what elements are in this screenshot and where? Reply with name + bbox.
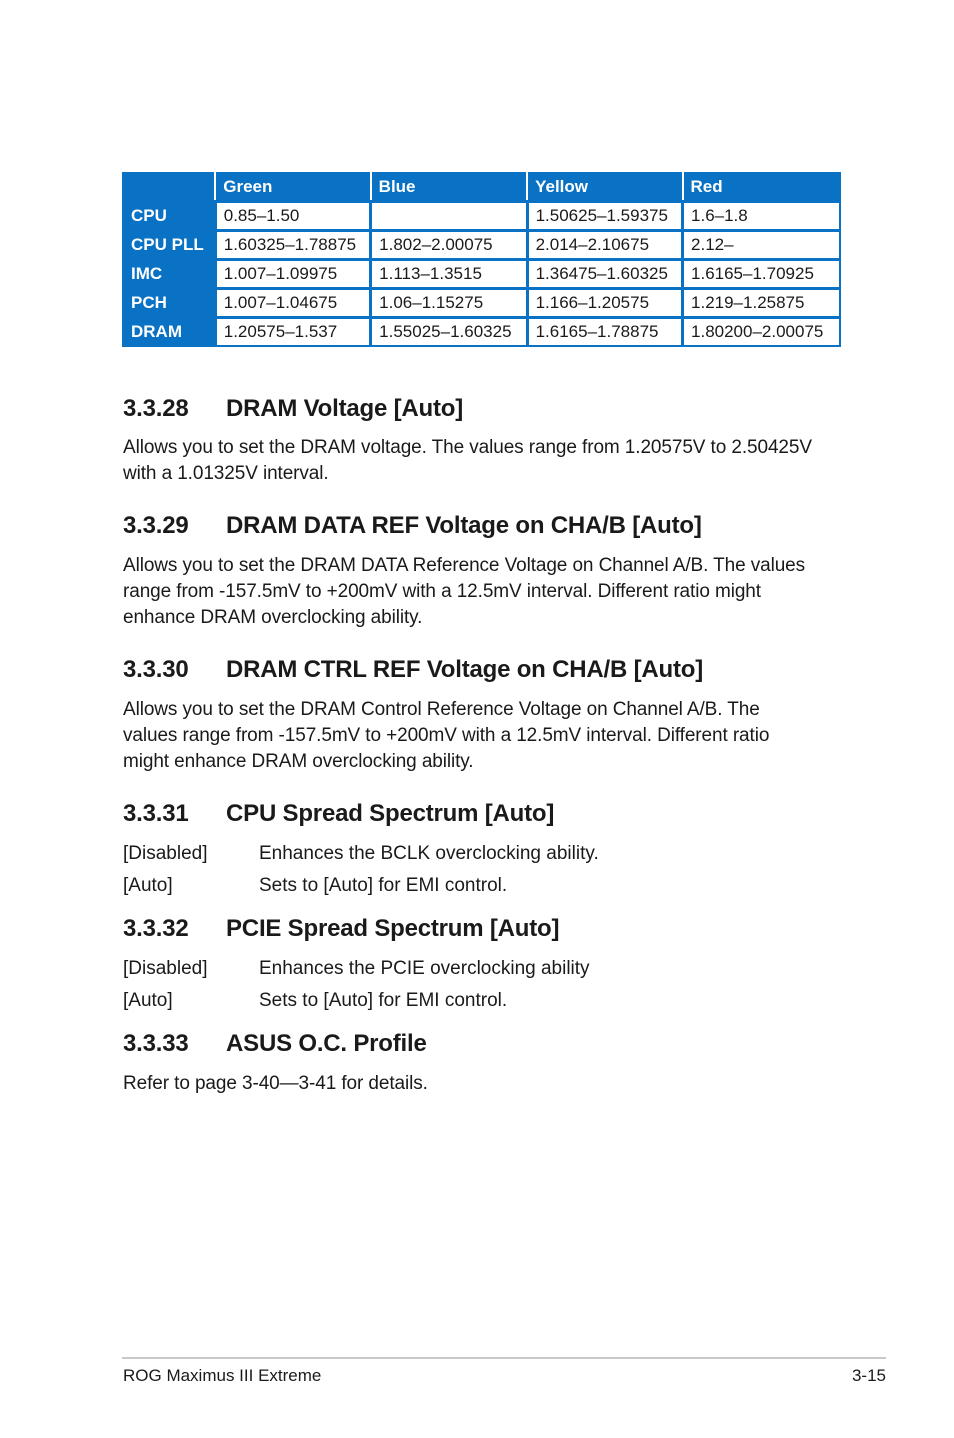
section-title — [123, 395, 843, 423]
cell-blue — [371, 202, 527, 231]
cell-blue: 1.06–1.15275 — [371, 289, 527, 318]
table-header-row — [123, 173, 840, 202]
option-desc: Enhances the PCIE overclocking ability — [259, 958, 590, 979]
option-desc: Sets to [Auto] for EMI control. — [259, 875, 508, 896]
footer-page-number: 3-15 — [851, 1366, 886, 1385]
option-row — [123, 956, 843, 988]
section-number: 3.3.32 — [123, 915, 189, 942]
section-heading: ASUS O.C. Profile — [226, 1030, 427, 1057]
body-line: Allows you to set the DRAM Control Reference Voltage on Channel A/B. The — [123, 699, 760, 720]
cell-green: 1.60325–1.78875 — [215, 231, 370, 260]
body-line: values range from -157.5mV to +200mV with a 12.5mV interval. Different ratio — [123, 725, 770, 746]
cell-red: 1.6–1.8 — [683, 202, 840, 231]
body-line: range from -157.5mV to +200mV with a 12.5mV interval. Different ratio might — [123, 581, 761, 602]
cell-yellow: 1.50625–1.59375 — [527, 202, 682, 231]
section-body — [123, 553, 843, 631]
body-line: Allows you to set the DRAM DATA Reference Voltage on Channel A/B. The values — [123, 555, 806, 576]
section-title — [123, 656, 843, 684]
section-dram-ctrl-ref — [123, 656, 843, 775]
section-body — [123, 1071, 843, 1097]
table-row — [123, 260, 840, 289]
option-row — [123, 841, 843, 873]
section-number: 3.3.28 — [123, 395, 189, 422]
cell-green: 1.20575–1.537 — [215, 318, 370, 347]
option-desc: Enhances the BCLK overclocking ability. — [259, 843, 599, 864]
cell-blue: 1.55025–1.60325 — [371, 318, 527, 347]
section-number: 3.3.31 — [123, 800, 189, 827]
section-dram-data-ref — [123, 512, 843, 631]
section-heading: DRAM CTRL REF Voltage on CHA/B [Auto] — [226, 656, 703, 683]
section-title — [123, 915, 843, 943]
section-number: 3.3.30 — [123, 656, 189, 683]
voltage-color-table — [122, 172, 841, 347]
cell-yellow: 2.014–2.10675 — [527, 231, 682, 260]
cell-blue: 1.113–1.3515 — [371, 260, 527, 289]
section-title — [123, 1030, 843, 1058]
table-row — [123, 318, 840, 347]
row-label: PCH — [123, 289, 215, 318]
table-row — [123, 289, 840, 318]
section-asus-oc-profile — [123, 1030, 843, 1097]
option-desc: Sets to [Auto] for EMI control. — [259, 990, 508, 1011]
option-list — [123, 956, 843, 1020]
row-label: CPU PLL — [123, 231, 215, 260]
body-line: with a 1.01325V interval. — [123, 463, 329, 484]
header-blue: Blue — [371, 173, 527, 202]
footer-divider — [122, 1357, 886, 1359]
cell-red: 2.12– — [683, 231, 840, 260]
table-row — [123, 231, 840, 260]
row-label: DRAM — [123, 318, 215, 347]
table-row — [123, 202, 840, 231]
option-list — [123, 841, 843, 905]
section-pcie-spread-spectrum — [123, 915, 843, 1020]
cell-red: 1.219–1.25875 — [683, 289, 840, 318]
header-corner — [123, 173, 215, 202]
cell-red: 1.6165–1.70925 — [683, 260, 840, 289]
section-heading: DRAM DATA REF Voltage on CHA/B [Auto] — [226, 512, 702, 539]
cell-yellow: 1.36475–1.60325 — [527, 260, 682, 289]
section-body — [123, 435, 843, 487]
section-body — [123, 697, 843, 775]
option-key: [Disabled] — [123, 843, 208, 864]
header-yellow: Yellow — [527, 173, 682, 202]
body-line: enhance DRAM overclocking ability. — [123, 607, 423, 628]
cell-green: 1.007–1.09975 — [215, 260, 370, 289]
option-row — [123, 988, 843, 1020]
option-key: [Auto] — [123, 875, 173, 896]
option-key: [Auto] — [123, 990, 173, 1011]
section-title — [123, 512, 843, 540]
header-red: Red — [683, 173, 840, 202]
footer-product-name: ROG Maximus III Extreme — [123, 1366, 322, 1385]
body-line: Allows you to set the DRAM voltage. The values range from 1.20575V to 2.50425V — [123, 437, 812, 458]
header-green: Green — [215, 173, 370, 202]
cell-green: 0.85–1.50 — [215, 202, 370, 231]
body-line: Refer to page 3-40—3-41 for details. — [123, 1073, 428, 1094]
section-heading: CPU Spread Spectrum [Auto] — [226, 800, 555, 827]
body-line: might enhance DRAM overclocking ability. — [123, 751, 474, 772]
option-key: [Disabled] — [123, 958, 208, 979]
row-label: CPU — [123, 202, 215, 231]
cell-blue: 1.802–2.00075 — [371, 231, 527, 260]
cell-green: 1.007–1.04675 — [215, 289, 370, 318]
section-dram-voltage — [123, 395, 843, 487]
section-number: 3.3.29 — [123, 512, 189, 539]
section-cpu-spread-spectrum — [123, 800, 843, 905]
section-number: 3.3.33 — [123, 1030, 189, 1057]
row-label: IMC — [123, 260, 215, 289]
cell-red: 1.80200–2.00075 — [683, 318, 840, 347]
section-heading: DRAM Voltage [Auto] — [226, 395, 464, 422]
cell-yellow: 1.166–1.20575 — [527, 289, 682, 318]
cell-yellow: 1.6165–1.78875 — [527, 318, 682, 347]
section-heading: PCIE Spread Spectrum [Auto] — [226, 915, 560, 942]
section-title — [123, 800, 843, 828]
option-row — [123, 873, 843, 905]
